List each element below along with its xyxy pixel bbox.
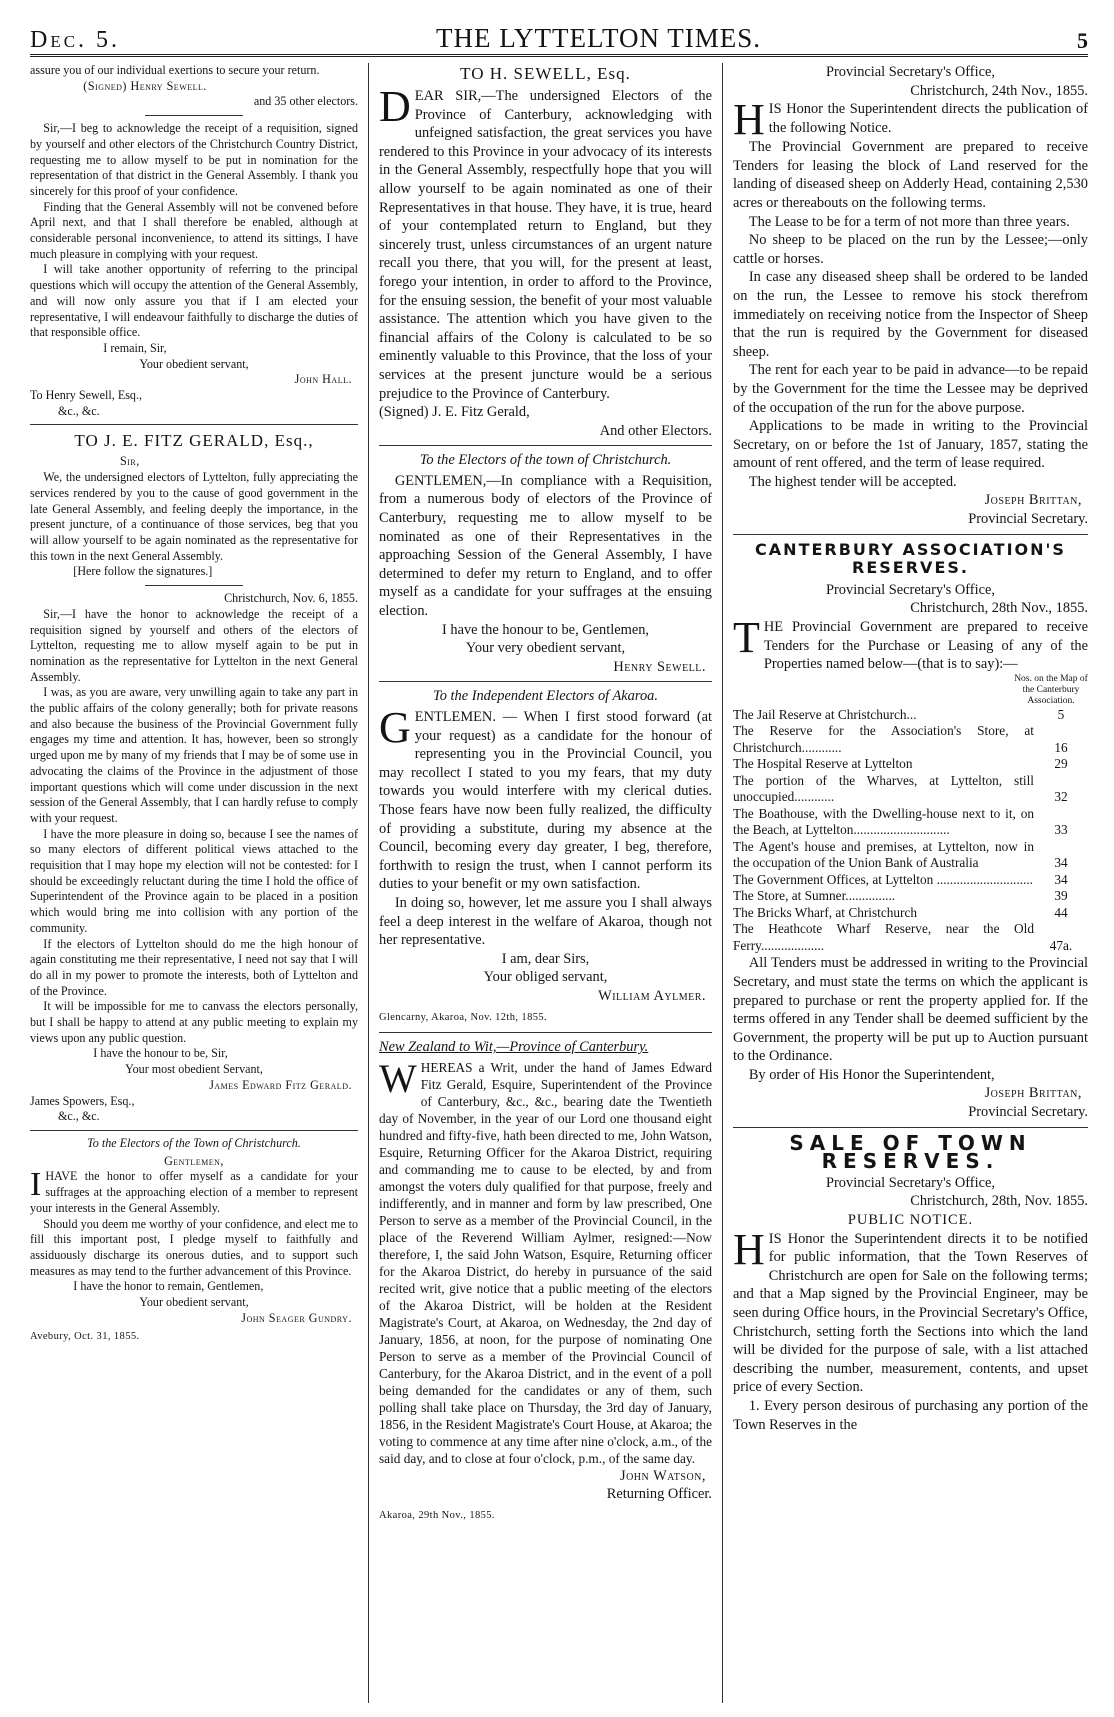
sale-p2: 1. Every person desirous of purchasing any portion of the Town Reserves in the: [733, 1397, 1088, 1433]
reserve-name: The portion of the Wharves, at Lyttelton, still unoccupied............: [733, 772, 1034, 805]
sewell-others: And other Electors.: [599, 422, 712, 439]
sewell-reply-heading: To the Electors of the town of Christchurch.: [419, 452, 672, 469]
gundry-servant: Your obedient servant,: [139, 1295, 249, 1310]
sewell-reply-servant: Your very obedient servant,: [465, 640, 626, 657]
reserve-map-number: 33: [1054, 822, 1068, 838]
association-p1: HE Provincial Government are prepared to receive Tenders for the Purchase or Leasing of any of the Properties named below—(that is to say):—: [763, 619, 1088, 673]
gundry-heading: To the Electors of the Town of Christchurch.: [87, 1136, 301, 1150]
reserves-table-header: Nos. on the Map of the Canterbury Association.: [1014, 673, 1088, 706]
reserve-map-number: 44: [1054, 904, 1068, 920]
lease-title: Provincial Secretary.: [968, 511, 1088, 528]
reserve-row: [733, 888, 1088, 905]
association-order: By order of His Honor the Superintendent,: [748, 1066, 995, 1083]
dropcap-g: G: [379, 703, 411, 752]
gundry-remain: I have the honor to remain, Gentlemen,: [73, 1279, 264, 1294]
lease-p5: In case any diseased sheep shall be ordered to be landed on the run, the Lessee to remove his stock therefrom immediately on receiving notice from the Inspector of Sheep that the run is required by the Government for diseased sheep.: [733, 269, 1088, 360]
reserve-row: [733, 723, 1088, 756]
fitzgerald-reply-p1: Sir,—I have the honor to acknowledge the receipt of a requisition signed by yourself and others of the electors of Lyttelton, requesting me to allow myself again to be put in nomination as the representative for Lyttelton in the next General Assembly.: [30, 606, 358, 684]
newspaper-title: THE LYTTELTON TIMES.: [436, 23, 762, 53]
hall-signed: (Signed) Henry Sewell.: [83, 78, 207, 93]
reserve-name: The Jail Reserve at Christchurch...: [733, 706, 917, 722]
hall-etc: &c., &c.: [58, 403, 100, 418]
column-middle: [368, 63, 722, 1703]
reserve-row: [733, 806, 1088, 839]
reserve-map-number: 34: [1054, 855, 1068, 871]
fitzgerald-etc: &c., &c.: [58, 1109, 100, 1124]
divider: [145, 115, 243, 116]
aylmer-p1: ENTLEMEN. — When I first stood forward (at your request) as a candidate for the honour of representing you in the Provincial Council, you may recollect I stated to you my fears, that my duty towards you would interfere with my clerical duties. Those fears have now been fully realized, the difficulty of providing a substitute, during my absence at the Council, becoming every day greater, I beg, therefore, forthwith to resign the trust, when I cannot perform its duties to your benefit or my own satisfaction.: [379, 709, 712, 893]
lease-signature: Joseph Brittan,: [984, 492, 1082, 509]
page-number: 5: [1077, 28, 1088, 53]
fitzgerald-reply-p4: If the electors of Lyttelton should do me the high honour of again constituting me their representative, I need not say that I will do all in my power to promote the interests, both of Lyttelton and of the Province.: [30, 936, 358, 998]
divider: [30, 1130, 358, 1131]
lease-p1: IS Honor the Superintendent directs the publication of the following Notice.: [768, 101, 1088, 136]
reserve-map-number: 39: [1054, 888, 1068, 904]
writ-title: Returning Officer.: [606, 1486, 712, 1503]
hall-letter-p3: I will take another opportunity of referring to the principal questions which will occupy the attention of the General Assembly, and will now only assure you that if I am elected your representative, I will endeavour faithfully to discharge the duties of that responsible office.: [30, 262, 358, 340]
hall-letter-p1: Sir,—I beg to acknowledge the receipt of a requisition, signed by yourself and other electors of the Christchurch Country District, requesting me to allow myself to be put in nomination for the representation of that district in the General Assembly. I thank you sincerely for this proof of your confidence.: [30, 121, 358, 198]
reserve-name: The Government Offices, at Lyttelton .............................: [733, 871, 1033, 887]
fitzgerald-date: Christchurch, Nov. 6, 1855.: [224, 591, 358, 606]
fitzgerald-reply-p3: I have the more pleasure in doing so, because I see the names of so many electors of different political views attached to the requisition that I may hope my election will not be contested: for I should be exceedingly reluctant during the time I hold the office of Superintendent of the Province again to be placed in a position which would bring me into collision with any portion of the community.: [30, 826, 358, 935]
divider: [145, 585, 243, 586]
dropcap-t: T: [733, 613, 760, 663]
reserve-row: [733, 905, 1088, 922]
aylmer-place-date: Glencarny, Akaroa, Nov. 12th, 1855.: [379, 1011, 548, 1023]
fitzgerald-honour: I have the honour to be, Sir,: [93, 1046, 228, 1061]
fitzgerald-signature: James Edward Fitz Gerald.: [209, 1077, 352, 1092]
gundry-place-date: Avebury, Oct. 31, 1855.: [30, 1331, 140, 1343]
sewell-reply-p1: GENTLEMEN,—In compliance with a Requisition, from a numerous body of electors of the Province of Canterbury, requesting me to allow myself to be nominated as one of their Representatives in the approaching Session of the General Assembly, I have determined to defer my return to England, and to offer myself as a candidate for your suffrages at the ensuing election.: [379, 472, 712, 620]
fitzgerald-servant: Your most obedient Servant,: [125, 1062, 263, 1077]
reserve-map-number: 32: [1054, 789, 1068, 805]
sewell-heading: TO H. SEWELL, Esq.: [460, 64, 631, 83]
issue-date: Dec. 5.: [30, 27, 121, 53]
hall-intro: assure you of our individual exertions to secure your return.: [30, 63, 320, 77]
association-p2: All Tenders must be addressed in writing to the Provincial Secretary, and must state the terms on which the applicant is prepared to purchase or rent the property applied for. If the terms offered in any Tender shall be deemed sufficient by the Government, the property will be put up to Auction pursuant to the Ordinance.: [733, 955, 1088, 1065]
fitzgerald-addressee: James Spowers, Esq.,: [30, 1093, 135, 1108]
lease-office: Provincial Secretary's Office,: [826, 64, 995, 80]
reserve-name: The Agent's house and premises, at Lyttelton, now in the occupation of the Union Bank of Australia: [733, 838, 1034, 871]
reserve-map-number: 34: [1054, 871, 1068, 887]
association-signature: Joseph Brittan,: [984, 1085, 1082, 1102]
association-date: Christchurch, 28th Nov., 1855.: [910, 600, 1088, 617]
reserve-name: The Hospital Reserve at Lyttelton: [733, 756, 913, 772]
reserve-row: [733, 872, 1088, 889]
aylmer-servant: Your obliged servant,: [483, 969, 608, 986]
masthead: [30, 14, 1088, 57]
sale-p1: IS Honor the Superintendent directs it to be notified for public information, that the Town Reserves of Christchurch are open for Sale on the following terms; and that a Map signed by the Provincial Engineer, may be seen during Office hours, in the Provincial Secretary's Office, Christchurch, setting forth the Sections into which the land will be divided for the purpose of sale, with a list attached describing the number, measurement, contents, and upset price of every Section.: [733, 1230, 1088, 1396]
hall-letter-p2: Finding that the General Assembly will not be convened before April next, and that I shall therefore be enabled, although at considerable personal inconvenience, to attend its sittings, I have much pleasure in complying with your request.: [30, 199, 358, 261]
lease-p4: No sheep to be placed on the run by the Lessee;—only cattle or horses.: [733, 232, 1088, 267]
reserve-row: [733, 756, 1088, 773]
reserve-row: [733, 707, 1088, 724]
aylmer-signature: William Aylmer.: [598, 987, 706, 1004]
reserve-map-number: 29: [1054, 756, 1068, 772]
aylmer-heading: To the Independent Electors of Akaroa.: [433, 688, 658, 705]
reserve-name: The Heathcote Wharf Reserve, near the Old Ferry...................: [733, 921, 1034, 953]
sale-office: Provincial Secretary's Office,: [826, 1174, 995, 1191]
aylmer-remain: I am, dear Sirs,: [501, 950, 590, 967]
reserve-row: [733, 773, 1088, 806]
association-office: Provincial Secretary's Office,: [826, 581, 995, 598]
fitzgerald-salutation: Sir,: [120, 454, 140, 469]
lease-p6: The rent for each year to be paid in advance—to be repaid by the Government for the time the Lessee may be deprived of the occupation of the run for the above purpose.: [733, 362, 1088, 416]
divider: [30, 424, 358, 425]
dropcap-h: H: [733, 95, 765, 145]
reserve-name: The Bricks Wharf, at Christchurch: [733, 904, 918, 920]
association-title: Provincial Secretary.: [968, 1104, 1088, 1121]
gundry-p1: HAVE the honor to offer myself as a candidate for your suffrages at the approaching election of a member to represent your interests in the General Assembly.: [30, 1169, 358, 1215]
reserve-map-number: 16: [1054, 739, 1068, 755]
hall-others: and 35 other electors.: [253, 94, 358, 109]
divider: [379, 1032, 712, 1033]
sale-public-notice: PUBLIC NOTICE.: [847, 1212, 974, 1229]
lease-p7: Applications to be made in writing to the Provincial Secretary, on or before the 1st of January, 1857, stating the amount of rent offered, and the term of lease required.: [733, 418, 1088, 472]
sewell-requisition: EAR SIR,—The undersigned Electors of the Province of Canterbury, acknowledging with unfeigned satisfaction, the great services you have rendered to this Province in your advocacy of its interests in the General Assembly, respectfully hope that you will allow yourself to be again nominated as one of their Representatives in that house. They have, it is true, heard of your contemplated return to England, but they sincerely trust, unless circumstances of an urgent nature recall you there, that you will, for the present at least, forego your intention, in order to afford to the Province, for the ensuing session, the benefit of your most valuable assistance. The attention which you have given to the financial affairs of the Colony is calculated to be so eminently valuable to this Province, that the loss of your services at the present juncture would be a serious prejudice to the Province of Canterbury.: [379, 88, 712, 402]
divider: [379, 681, 712, 682]
dropcap-h2: H: [733, 1224, 765, 1274]
reserve-map-number: 5: [1057, 706, 1065, 722]
association-heading: CANTERBURY ASSOCIATION'S RESERVES.: [755, 539, 1066, 578]
sale-date: Christchurch, 28th, Nov. 1855.: [910, 1193, 1088, 1210]
dropcap-i: I: [30, 1166, 42, 1204]
reserve-name: The Reserve for the Association's Store, at Christchurch............: [733, 723, 1034, 755]
hall-servant: Your obedient servant,: [139, 356, 249, 371]
aylmer-p2: In doing so, however, let me assure you I shall always feel a deep interest in the welfare of Akaroa, though not her representative.: [379, 894, 712, 949]
hall-remain: I remain, Sir,: [103, 340, 167, 355]
writ-signature: John Watson,: [619, 1467, 706, 1484]
reserve-name: The Boathouse, with the Dwelling-house next to it, on the Beach, at Lyttelton.............................: [733, 805, 1034, 838]
hall-signature: John Hall.: [294, 372, 352, 387]
reserve-row: [733, 839, 1088, 872]
sewell-signature: Henry Sewell.: [613, 658, 706, 675]
fitzgerald-signatures-note: [Here follow the signatures.]: [73, 564, 213, 579]
lease-p2: The Provincial Government are prepared to receive Tenders for leasing the block of Land reserved for the landing of diseased sheep on Adderly Head, containing 2,530 acres or thereabouts on the following terms.: [733, 139, 1088, 211]
divider: [733, 1127, 1088, 1128]
hall-addressee: To Henry Sewell, Esq.,: [30, 388, 143, 403]
gundry-signature: John Seager Gundry.: [241, 1310, 352, 1325]
sewell-signed: (Signed) J. E. Fitz Gerald,: [379, 404, 530, 421]
column-left: [30, 63, 368, 1703]
divider: [379, 445, 712, 446]
divider: [733, 534, 1088, 535]
lease-p3: The Lease to be for a term of not more than three years.: [748, 213, 1070, 230]
reserve-map-number: 47a.: [1049, 937, 1073, 953]
columns: [30, 63, 1088, 1703]
lease-date: Christchurch, 24th Nov., 1855.: [910, 82, 1088, 99]
writ-body: HEREAS a Writ, under the hand of James Edward Fitz Gerald, Esquire, Superintendent of the Province of Canterbury, &c., &c., bearing date the Twentieth day of November, in the year of our Lord one thousand eight hundred and fifty-five, hath been directed to me, John Watson, Esquire, Returning Officer for the Akaroa District, requiring and commanding me to cause to be elected, by and from amongst the voters duly qualified for that purpose, freely and indifferently, and in manner and form by law prescribed, One Person to serve as a member of the Provincial Council, in the place of the Reverend William Aylmer, resigned:—Now therefore, I, the said John Watson, Esquire, Returning officer for the Akaroa District, do hereby in pursuance of the said recited writ, give notice that a public meeting of the electors of the Akaroa District, will be holden at the Resident Magistrate's Court, at Akaroa, on Wednesday, the 2nd day of January, 1856, at noon, for the purpose of nominating One Person to serve as a member of the Provincial Council of Canterbury, for the Akaroa District, and in the event of a poll being demanded for the candidates or any of them, such polling shall take place on Thursday, the 3rd day of January, 1856, in the Resident Magistrate's Court House, at Akaroa; the voting to commence at any time after nine o'clock, a.m., of the said day, and to close at four o'clock, p.m., of the same day.: [379, 1059, 712, 1466]
fitzgerald-reply-p2: I was, as you are aware, very unwilling again to take any part in the public affairs of the colony generally; both for private reasons and also because the business of the Provincial Government fully engages my time and attention. It has, however, been so strongly urged upon me by many of my friends that I may be of some use in advocating the claims of the Province in the adjustment of those important questions which will come under discussion in the next session of the General Assembly, that I can hardly refuse to comply with your request.: [30, 685, 358, 825]
reserve-row: [733, 921, 1088, 954]
writ-heading: New Zealand to Wit,—Province of Canterbury.: [379, 1039, 649, 1056]
dropcap-d: D: [379, 82, 411, 131]
sale-heading: SALE OF TOWN RESERVES.: [789, 1130, 1032, 1174]
fitzgerald-reply-p5: It will be impossible for me to canvass the electors personally, but I shall be happy to attend at any public meeting to explain my views upon any public question.: [30, 999, 358, 1045]
fitzgerald-heading: TO J. E. FITZ GERALD, Esq.,: [74, 431, 314, 451]
lease-p8: The highest tender will be accepted.: [748, 473, 957, 490]
writ-place-date: Akaroa, 29th Nov., 1855.: [379, 1509, 495, 1521]
column-right: [722, 63, 1088, 1703]
fitzgerald-requisition: We, the undersigned electors of Lyttelton, fully appreciating the services rendered by you to the cause of good government in the late General Assembly, and feeling deeply the importance, in the present juncture, of a continuance of those services, beg that you will allow yourself to be again nominated as the representative for this town in the next General Assembly.: [30, 470, 358, 563]
dropcap-w: W: [379, 1055, 417, 1101]
reserve-name: The Store, at Sumner...............: [733, 888, 896, 904]
gundry-salutation: Gentlemen,: [164, 1153, 224, 1168]
sewell-reply-honour: I have the honour to be, Gentlemen,: [442, 621, 649, 638]
reserves-table: [733, 707, 1088, 955]
gundry-p2: Should you deem me worthy of your confidence, and elect me to fill this important post, I pledge myself to faithfully and assiduously discharge its onerous duties, and to support such measures as may tend to the further advancement of this Province.: [30, 1216, 358, 1278]
